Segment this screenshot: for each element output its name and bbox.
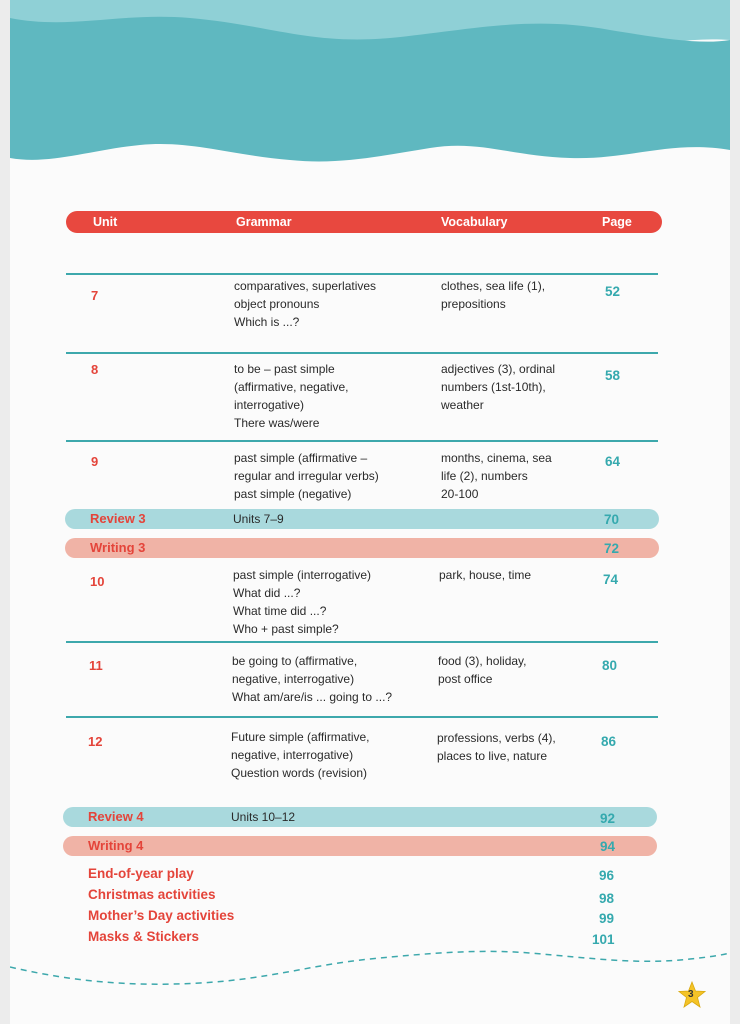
- extra-item-label: Christmas activities: [88, 887, 216, 902]
- unit-number: 11: [89, 658, 103, 673]
- unit-grammar: past simple (affirmative – regular and irregular verbs) past simple (negative): [234, 451, 379, 501]
- review-3-label: Review 3: [90, 511, 146, 526]
- unit-number: 9: [91, 454, 99, 469]
- review-4-label: Review 4: [88, 809, 144, 824]
- unit-vocabulary: clothes, sea life (1), prepositions: [441, 279, 546, 311]
- unit-vocabulary: months, cinema, sea life (2), numbers 20-100: [441, 451, 552, 501]
- unit-page[interactable]: 64: [605, 454, 621, 469]
- unit-vocabulary: park, house, time: [439, 568, 532, 582]
- header-unit: Unit: [93, 215, 118, 229]
- extra-item-label: End-of-year play: [88, 866, 194, 881]
- row-divider: [66, 716, 658, 718]
- review-3-units: Units 7–9: [233, 512, 284, 526]
- unit-number: 7: [91, 288, 99, 303]
- row-divider: [66, 352, 658, 354]
- writing-4-band: [63, 836, 657, 856]
- extra-item-page[interactable]: 98: [599, 891, 615, 906]
- unit-grammar: be going to (affirmative, negative, interrogative) What am/are/is ... going to ...?: [232, 654, 393, 704]
- row-divider: [66, 641, 658, 643]
- extra-item-page[interactable]: 96: [599, 868, 615, 883]
- unit-page[interactable]: 52: [605, 284, 621, 299]
- header-grammar: Grammar: [236, 215, 292, 229]
- extra-item-label: Mother’s Day activities: [88, 908, 235, 923]
- unit-vocabulary: professions, verbs (4), places to live, nature: [437, 731, 556, 763]
- top-wave-banner: [10, 0, 730, 170]
- page-number: 3: [688, 989, 694, 1000]
- row-divider: [66, 440, 658, 442]
- unit-number: 10: [90, 574, 105, 589]
- unit-grammar: Future simple (affirmative, negative, interrogative) Question words (revision): [231, 730, 370, 780]
- extra-item-label: Masks & Stickers: [88, 929, 200, 944]
- unit-grammar: comparatives, superlatives object pronouns Which is ...?: [234, 279, 377, 329]
- review-3-page[interactable]: 70: [604, 512, 620, 527]
- unit-page[interactable]: 74: [603, 572, 619, 587]
- extra-item-page[interactable]: 99: [599, 911, 615, 926]
- unit-vocabulary: adjectives (3), ordinal numbers (1st-10th), weather: [441, 362, 556, 412]
- unit-number: 8: [91, 362, 99, 377]
- writing-4-page[interactable]: 94: [600, 839, 616, 854]
- unit-grammar: past simple (interrogative) What did ...? What time did ...? Who + past simple?: [233, 568, 372, 636]
- writing-3-label: Writing 3: [90, 540, 146, 555]
- unit-number: 12: [88, 734, 103, 749]
- unit-page[interactable]: 86: [601, 734, 617, 749]
- review-3-band: [65, 509, 659, 529]
- table-header-bar: [66, 211, 662, 233]
- row-divider: [66, 273, 658, 275]
- book-page: [10, 0, 730, 1024]
- writing-3-page[interactable]: 72: [604, 541, 620, 556]
- unit-vocabulary: food (3), holiday, post office: [438, 654, 527, 686]
- writing-3-band: [65, 538, 659, 558]
- unit-grammar: to be – past simple (affirmative, negative, interrogative) There was/were: [234, 362, 349, 430]
- writing-4-label: Writing 4: [88, 838, 144, 853]
- review-4-band: [63, 807, 657, 827]
- dashed-path-decoration: [10, 935, 730, 995]
- review-4-units: Units 10–12: [231, 810, 296, 824]
- unit-page[interactable]: 80: [602, 658, 618, 673]
- extra-item-page[interactable]: 101: [592, 932, 615, 947]
- header-page: Page: [602, 215, 632, 229]
- header-vocabulary: Vocabulary: [441, 215, 508, 229]
- unit-page[interactable]: 58: [605, 368, 621, 383]
- review-4-page[interactable]: 92: [600, 811, 616, 826]
